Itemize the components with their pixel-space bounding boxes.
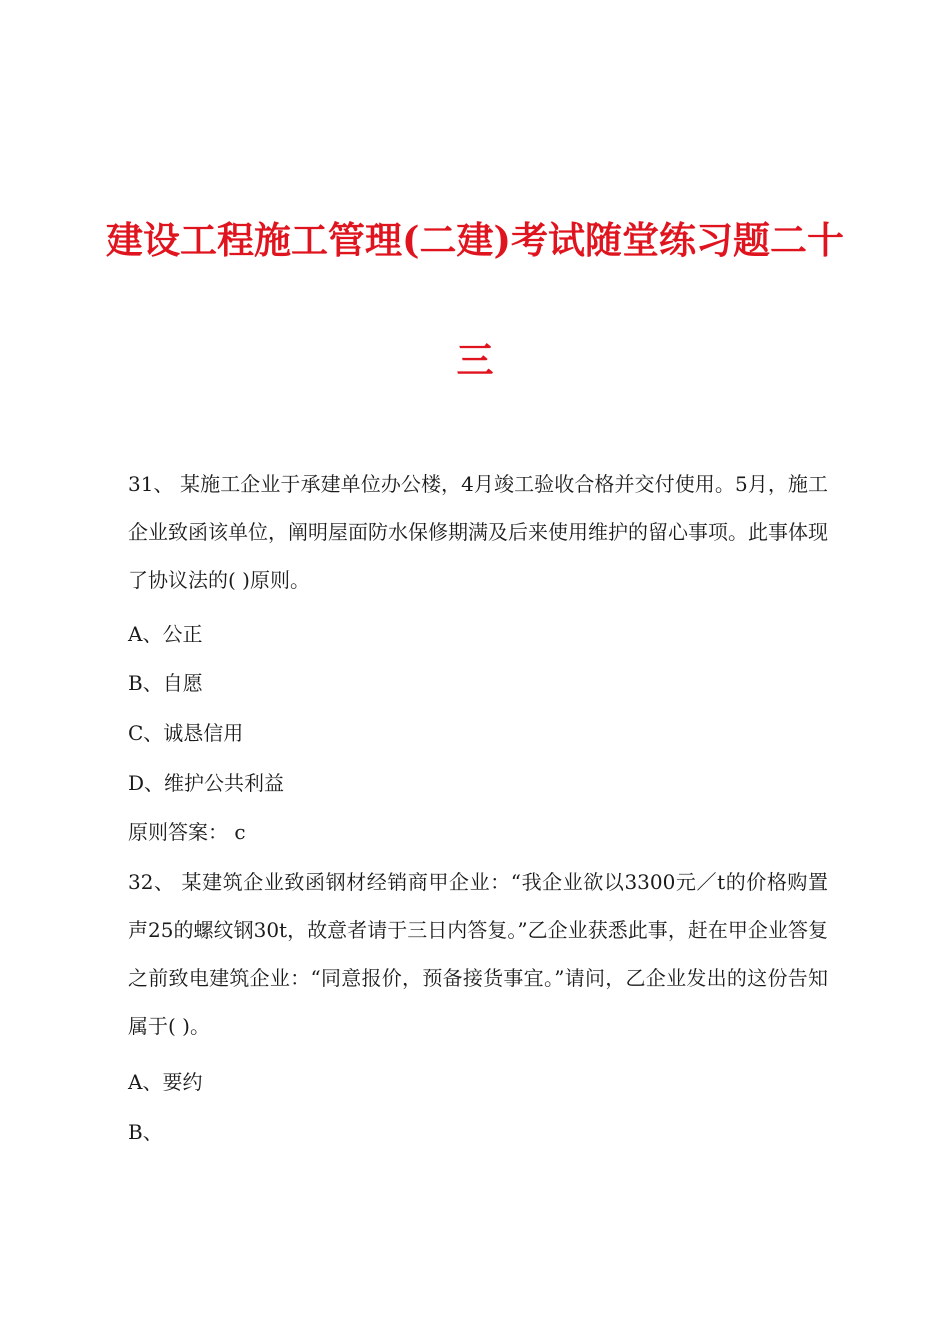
document-title-line-1: 建设工程施工管理(二建)考试随堂练习题二十	[105, 218, 844, 262]
question-32-option-b: B、	[128, 1120, 163, 1144]
question-31-answer: 原则答案： c	[128, 820, 246, 844]
question-31-option-a: A、公正	[128, 622, 203, 646]
question-31-option-b: B、自愿	[128, 671, 203, 695]
question-31-option-c: C、诚恳信用	[128, 721, 244, 745]
question-32-option-a: A、要约	[128, 1070, 203, 1094]
question-32-text: 32、 某建筑企业致函钢材经销商甲企业：“我企业欲以3300元／t的价格购置声25的螺纹钢30t，故意者请于三日内答复。”乙企业获悉此事，赶在甲企业答复之前致电建筑企业：“同意报价，预备接货事宜。”请问，乙企业发出的这份告知属于( )。	[128, 870, 828, 1038]
document-title-line-2: 三	[456, 338, 494, 382]
question-31-text: 31、 某施工企业于承建单位办公楼，4月竣工验收合格并交付使用。5月，施工企业致函该单位，阐明屋面防水保修期满及后来使用维护的留心事项。此事体现了协议法的( )原则。	[128, 472, 828, 592]
question-31-option-d: D、维护公共利益	[128, 771, 285, 795]
